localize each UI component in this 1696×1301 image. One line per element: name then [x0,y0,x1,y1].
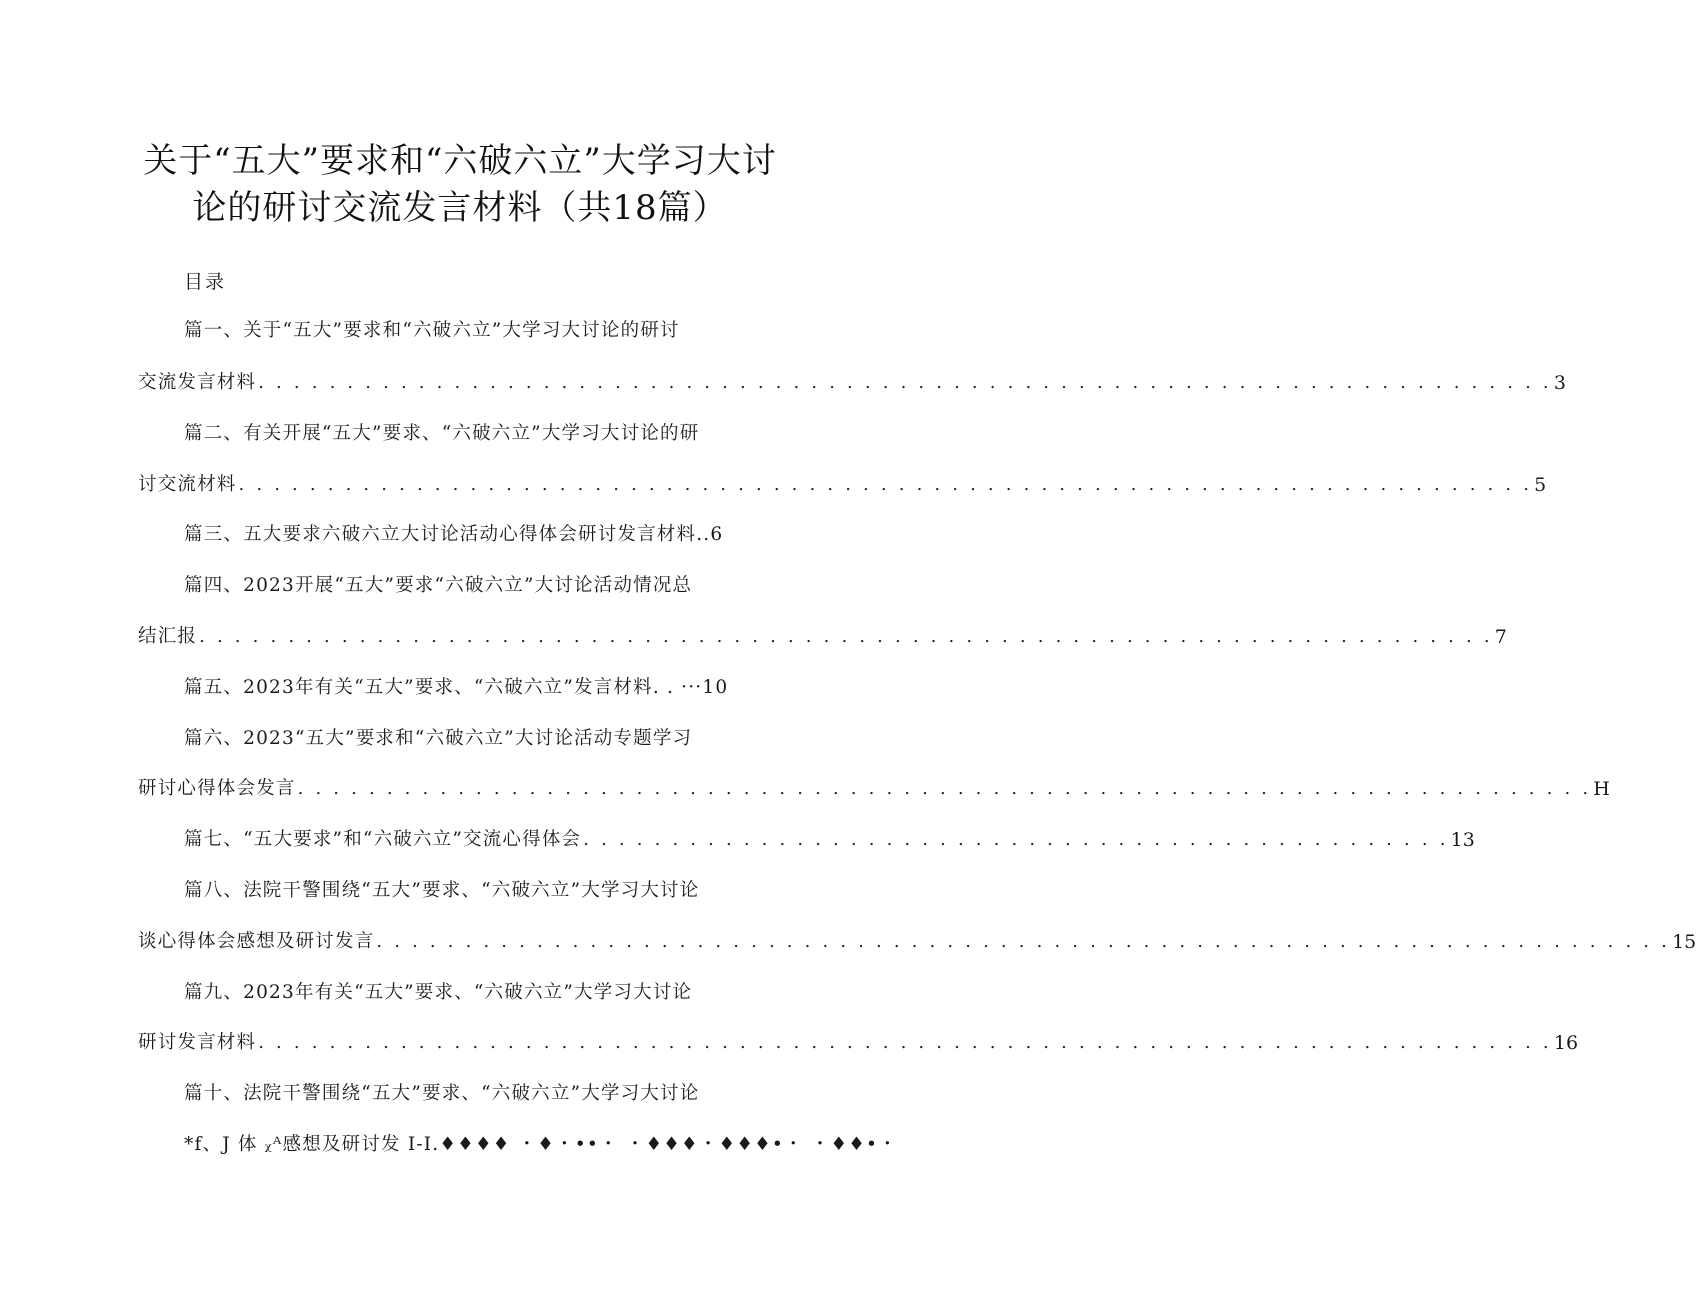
toc-entry-4-line-1[interactable]: 篇四、2023开展“五大”要求“六破六立”大讨论活动情况总 [184,575,693,596]
toc-entry-9-text: 研讨发言材料 [138,1032,257,1053]
toc-entry-4-line-2[interactable] [138,624,1507,650]
toc-entry-1-line-1[interactable]: 篇一、关于“五大”要求和“六破六立”大学习大讨论的研讨 [184,320,680,341]
toc-entry-7-page: 13 [1450,829,1475,851]
document-title-line-1: 关于“五大”要求和“六破六立”大学习大讨 [143,141,777,181]
toc-entry-10-line-1[interactable]: 篇十、法院干警围绕“五大”要求、“六破六立”大学习大讨论 [184,1083,700,1104]
toc-entry-8-text: 谈心得体会感想及研讨发言 [138,931,375,952]
toc-leader-dots: . . . . . . . . . . . . . . . . . . . . . . . . . . . . . . . . . . . . . . . . . . . . . . . . . . . . . . . . . . . . . . . . . . . . . . . . . [297,778,1592,799]
toc-entry-1-page: 3 [1553,372,1566,394]
toc-leader-dots: . . . . . . . . . . . . . . . . . . . . . . . . . . . . . . . . . . . . . . . . . . . . . . . . . . . . . . . . . . . . . . . . . . . . . . . . . [238,474,1533,495]
toc-leader-dots: . . . . . . . . . . . . . . . . . . . . . . . . . . . . . . . . . . . . . . . . . . . . . . . . . . . . . . . . . . . . . . . . . . . . . . . . . [258,1032,1552,1053]
toc-leader-dots: . . . . . . . . . . . . . . . . . . . . . . . . . . . . . . . . . . . . . . . . . . . . . . . . . . . . . . . . . . . . . . . . . . . . . . . . . [258,372,1552,393]
toc-entry-4-text: 结汇报 [138,626,198,647]
toc-entry-9-page: 16 [1553,1032,1579,1054]
toc-leader-dots: . . . . . . . . . . . . . . . . . . . . . . . . . . . . . . . . . . . . . . . . . . . . . . . . . [583,829,1449,850]
toc-entry-7[interactable] [184,827,1475,853]
toc-entry-2-page: 5 [1534,474,1547,496]
toc-entry-8-page: 15 [1672,931,1696,953]
toc-entry-6-line-2[interactable] [138,776,1610,802]
toc-entry-7-text: 篇七、“五大要求”和“六破六立”交流心得体会 [184,829,582,850]
document-title-line-2: 论的研讨交流发言材料（共18篇） [192,188,728,228]
toc-entry-9-line-1[interactable]: 篇九、2023年有关“五大”要求、“六破六立”大学习大讨论 [184,982,693,1003]
toc-entry-5[interactable]: 篇五、2023年有关“五大”要求、“六破六立”发言材料. . ···10 [184,677,729,698]
toc-leader-dots: . . . . . . . . . . . . . . . . . . . . . . . . . . . . . . . . . . . . . . . . . . . . . . . . . . . . . . . . . . . . . . . . . . . . . . . . . [199,626,1493,647]
toc-entry-1-line-2[interactable] [138,370,1566,396]
toc-entry-2-text: 讨交流材料 [138,474,237,495]
toc-entry-8-line-2[interactable] [138,929,1696,955]
toc-entry-6-line-1[interactable]: 篇六、2023“五大”要求和“六破六立”大讨论活动专题学习 [184,728,693,749]
toc-entry-4-page: 7 [1494,626,1507,648]
toc-entry-8-line-1[interactable]: 篇八、法院干警围绕“五大”要求、“六破六立”大学习大讨论 [184,880,700,901]
toc-entry-2-line-2[interactable] [138,472,1547,498]
toc-heading: 目录 [184,271,227,293]
toc-entry-6-page: H [1593,778,1610,800]
toc-entry-10-line-2[interactable]: *f、J 体 ᵪᴬ感想及研讨发 I-I.♦♦♦♦ ・♦・••・ ・♦♦♦・♦♦♦•・ ・♦♦•・ [184,1134,898,1155]
toc-entry-1-text: 交流发言材料 [138,372,257,393]
toc-entry-9-line-2[interactable] [138,1030,1579,1056]
toc-entry-3[interactable]: 篇三、五大要求六破六立大讨论活动心得体会研讨发言材料..6 [184,524,724,545]
toc-entry-6-text: 研讨心得体会发言 [138,778,296,799]
toc-entry-2-line-1[interactable]: 篇二、有关开展“五大”要求、“六破六立”大学习大讨论的研 [184,423,700,444]
toc-leader-dots: . . . . . . . . . . . . . . . . . . . . . . . . . . . . . . . . . . . . . . . . . . . . . . . . . . . . . . . . . . . . . . . . . . . . . . . . . [376,931,1671,952]
